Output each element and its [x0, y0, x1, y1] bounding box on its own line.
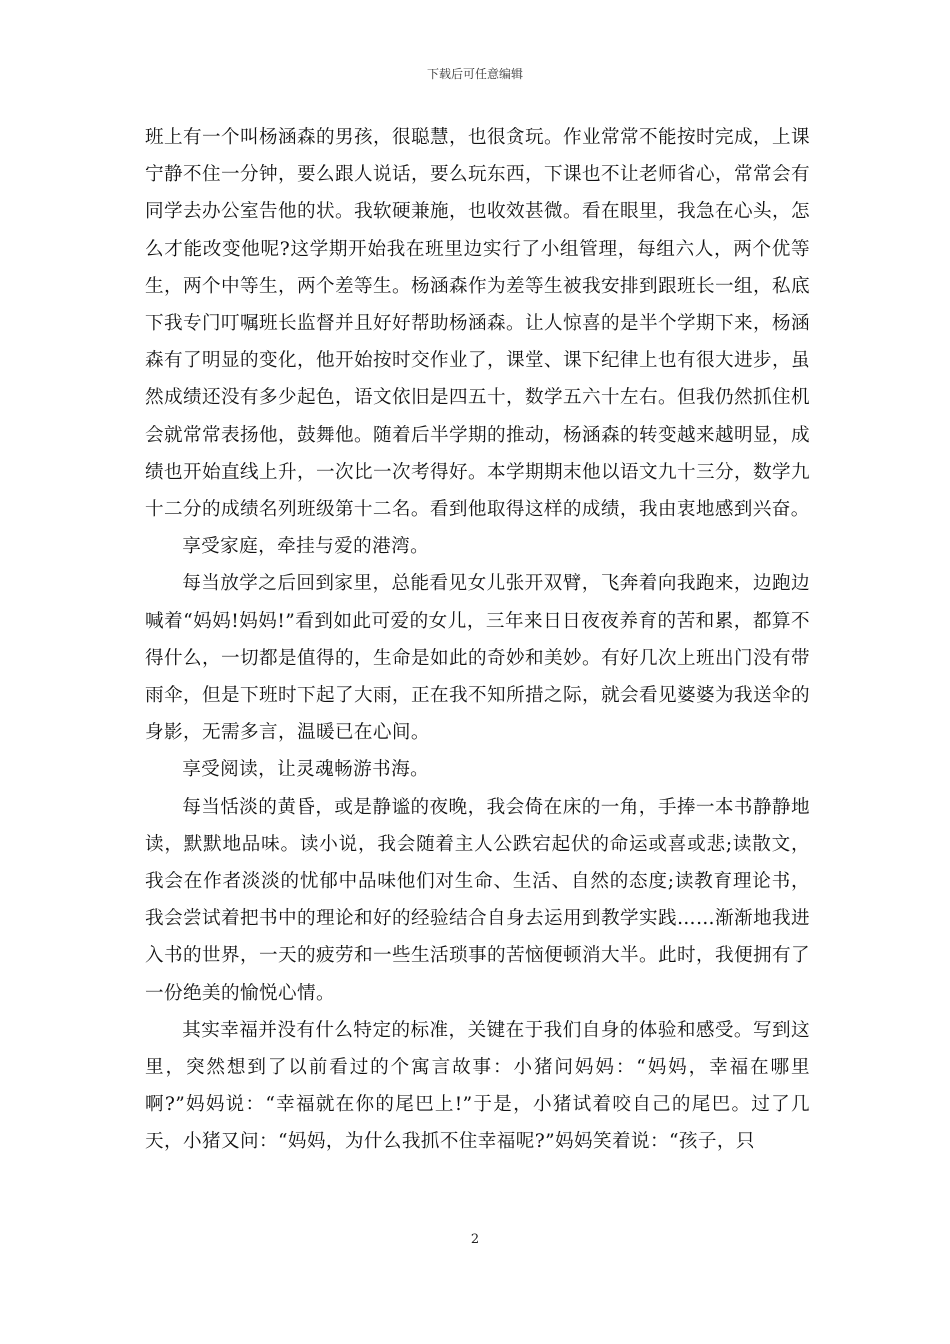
paragraph-3: 每当放学之后回到家里，总能看见女儿张开双臂，飞奔着向我跑来，边跑边喊着“妈妈!妈妈!”看到如此可爱的女儿，三年来日日夜夜养育的苦和累，都算不得什么，一切都是值得的，生命是如此的奇妙和美妙。有好几次上班出门没有带雨伞，但是下班时下起了大雨，正在我不知所措之际，就会看见婆婆为我送伞的身影，无需多言，温暖已在心间。	[145, 573, 810, 744]
paragraph-5: 每当恬淡的黄昏，或是静谧的夜晚，我会倚在床的一角，手捧一本书静静地读，默默地品味。读小说，我会随着主人公跌宕起伏的命运或喜或悲;读散文，我会在作者淡淡的忧郁中品味他们对生命、生活、自然的态度;读教育理论书，我会尝试着把书中的理论和好的经验结合自身去运用到教学实践……渐渐地我进入书的世界，一天的疲劳和一些生活琐事的苦恼便顿消大半。此时，我便拥有了一份绝美的愉悦心情。	[145, 796, 810, 1004]
page-header: 下载后可任意编辑	[426, 67, 523, 81]
paragraph-2: 享受家庭，牵挂与爱的港湾。	[182, 536, 430, 558]
page-number: 2	[470, 1232, 480, 1247]
document-body	[145, 119, 810, 1161]
paragraph-6: 其实幸福并没有什么特定的标准，关键在于我们自身的体验和感受。写到这里，突然想到了以前看过的个寓言故事：小猪问妈妈：“妈妈，幸福在哪里啊?”妈妈说：“幸福就在你的尾巴上!”于是，小猪试着咬自己的尾巴。过了几天，小猪又问：“妈妈，为什么我抓不住幸福呢?”妈妈笑着说：“孩子，只	[145, 1019, 810, 1153]
paragraph-4: 享受阅读，让灵魂畅游书海。	[182, 759, 430, 781]
paragraph-1: 班上有一个叫杨涵森的男孩，很聪慧，也很贪玩。作业常常不能按时完成，上课宁静不住一分钟，要么跟人说话，要么玩东西，下课也不让老师省心，常常会有同学去办公室告他的状。我软硬兼施，也收效甚微。看在眼里，我急在心头，怎么才能改变他呢?这学期开始我在班里边实行了小组管理，每组六人，两个优等生，两个中等生，两个差等生。杨涵森作为差等生被我安排到跟班长一组，私底下我专门叮嘱班长监督并且好好帮助杨涵森。让人惊喜的是半个学期下来，杨涵森有了明显的变化，他开始按时交作业了，课堂、课下纪律上也有很大进步，虽然成绩还没有多少起色，语文依旧是四五十，数学五六十左右。但我仍然抓住机会就常常表扬他，鼓舞他。随着后半学期的推动，杨涵森的转变越来越明显，成绩也开始直线上升，一次比一次考得好。本学期期末他以语文九十三分，数学九十二分的成绩名列班级第十二名。看到他取得这样的成绩，我由衷地感到兴奋。	[145, 127, 810, 521]
